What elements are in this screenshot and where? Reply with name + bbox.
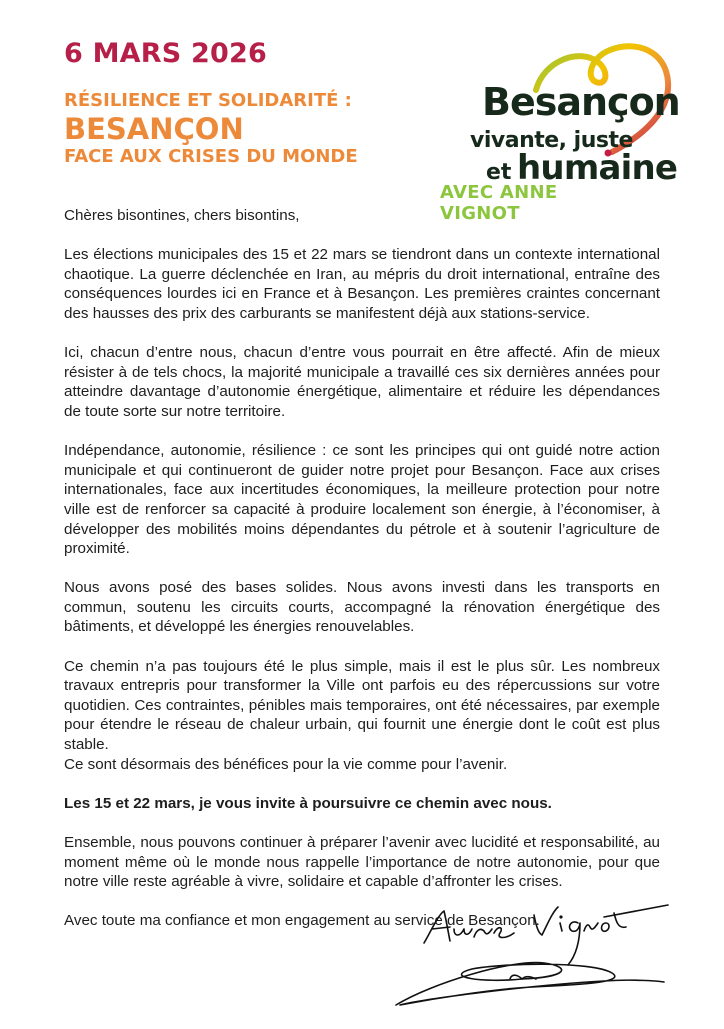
call-to-action: Les 15 et 22 mars, je vous invite à poursuivre ce chemin avec nous. (64, 794, 552, 812)
logo-tagline: AVEC ANNE VIGNOT (440, 182, 558, 224)
logo-humaine: humaine (517, 148, 678, 188)
paragraph: Indépendance, autonomie, résilience : ce sont les principes qui ont guidé notre action municipale et qui continueront de guider notre projet pour Besançon. Face aux crises internationales, face aux incertitudes économiques, la meilleure protection pour notre ville est de renforcer sa capacité à produire localement son énergie, à l’économiser, à développer des mobilités moins dépendantes du pétrole et à soutenir l’agriculture de proximité. (64, 442, 660, 558)
title-line-2: BESANÇON (64, 112, 244, 146)
letter-date: 6 MARS 2026 (64, 38, 267, 69)
handwritten-signature (392, 893, 692, 1024)
paragraph: Ce chemin n’a pas toujours été le plus simple, mais il est le plus sûr. Les nombreux travaux entrepris pour transformer la Ville ont parfois eu des répercussions sur votre quotidien. Ces contraintes, pénibles mais temporaires, ont été nécessaires, par exemple pour étendre le réseau de chaleur urbain, qui fournit une énergie dont le coût est plus stable. (64, 657, 660, 754)
signature-icon (392, 893, 692, 1024)
paragraph: Ici, chacun d’entre nous, chacun d’entre vous pourrait en être affecté. Afin de mieux résister à de tels chocs, la majorité municipale a travaillé ces six dernières années pour atteindre davantage d’autonomie énergétique, alimentaire et réduire les dépendances de toute sorte sur notre territoire. (64, 344, 660, 420)
logo-city-name: Besançon (482, 80, 680, 124)
letter-title (64, 90, 358, 168)
title-line-1: RÉSILIENCE ET SOLIDARITÉ : (64, 90, 352, 111)
paragraph: Les élections municipales des 15 et 22 mars se tiendront dans un contexte international chaotique. La guerre déclenchée en Iran, au mépris du droit international, entraîne des conséquences lourdes ici en France et à Besançon. Les premières craintes concernant des hausses des prix des carburants se manifestent déjà aux stations-service. (64, 246, 660, 322)
logo-line-2: vivante, juste (470, 128, 633, 153)
campaign-logo (440, 40, 690, 224)
closing-paragraph: Ensemble, nous pouvons continuer à préparer l’avenir avec lucidité et responsabilité, au moment même où le monde nous rappelle l’importance de notre autonomie, pour que notre ville reste agréable à vivre, solidaire et capable d’affronter les crises. (64, 834, 660, 891)
paragraph: Ce sont désormais des bénéfices pour la vie comme pour l’avenir. (64, 755, 508, 773)
logo-et: et (486, 160, 512, 185)
title-line-3: FACE AUX CRISES DU MONDE (64, 146, 358, 167)
greeting: Chères bisontines, chers bisontins, (64, 207, 300, 224)
letter-body (64, 206, 660, 951)
signoff: Avec toute ma confiance et mon engagement au service de Besançon. (64, 912, 540, 930)
paragraph: Nous avons posé des bases solides. Nous avons investi dans les transports en commun, soutenu les circuits courts, accompagné la rénovation énergétique des bâtiments, et développé les énergies renouvelables. (64, 579, 660, 636)
